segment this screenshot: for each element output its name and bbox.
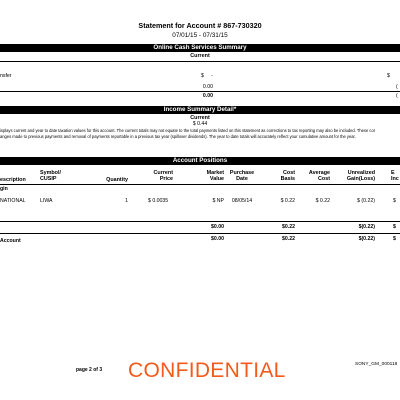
divider bbox=[0, 233, 400, 234]
cash-services-title-bar: Online Cash Services Summary bbox=[0, 44, 400, 52]
total-far-right: $ bbox=[393, 236, 396, 242]
position-current-price: $ 0.0035 bbox=[148, 198, 169, 204]
divider bbox=[0, 61, 400, 62]
income-summary-note: anges made to previous payments and removal of payments reportable in a previous tax year (spillover dividends). The year to date totals will accurately reflect your cumulative amount for the year. bbox=[0, 134, 356, 139]
income-summary-title-bar: Income Summary Detail* bbox=[0, 106, 400, 114]
account-positions-title-bar: Account Positions bbox=[0, 157, 400, 165]
cash-total-current: 0.00 bbox=[202, 93, 213, 99]
subtotal-unrealized-gain: $(0.22) bbox=[358, 224, 375, 230]
col-header-quantity: Quantity bbox=[106, 177, 128, 183]
cash-row-dollar: $ bbox=[201, 73, 204, 79]
col-header-market-value: Market Value bbox=[206, 170, 224, 183]
col-header-unrealized-gain: Unrealized Gain(Loss) bbox=[346, 170, 375, 183]
income-summary-note: isplays current and year to date taxation values for this account. The current totals may not equate to the total payments listed on this statement as corrections to tax reporting may also be included. These cor bbox=[0, 128, 376, 133]
bates-number: SONY_GM_000118 bbox=[355, 362, 398, 367]
cash-total-far-right: ( bbox=[396, 93, 398, 99]
cash-row-far-right: ( bbox=[396, 84, 398, 90]
position-unrealized-gain: $ (0.22) bbox=[357, 198, 375, 204]
cash-row-current: 0.00 bbox=[202, 84, 213, 90]
col-header-current-price: Current Price bbox=[153, 170, 173, 183]
subtotal-cost-basis: $0.22 bbox=[282, 224, 295, 230]
divider bbox=[0, 221, 400, 222]
total-cost-basis: $0.22 bbox=[282, 236, 295, 242]
col-header-average-cost: Average Cost bbox=[308, 170, 330, 183]
page-number: page 2 of 3 bbox=[76, 367, 103, 373]
income-summary-column-header: Current bbox=[190, 115, 210, 121]
col-header-purchase-date: Purchase Date bbox=[229, 170, 255, 183]
position-symbol: LIWA bbox=[40, 198, 53, 204]
total-unrealized-gain: $(0.22) bbox=[358, 236, 375, 242]
position-far-right: $ bbox=[393, 198, 396, 204]
col-header-cost-basis: Cost Basis bbox=[280, 170, 295, 183]
position-quantity: 1 bbox=[125, 198, 128, 204]
position-description: NATIONAL bbox=[0, 198, 26, 204]
position-purchase-date: 08/05/14 bbox=[231, 198, 253, 204]
income-summary-value: $ 0.44 bbox=[192, 121, 208, 127]
col-header-symbol: Symbol/ CUSIP bbox=[40, 170, 61, 183]
subtotal-far-right: $ bbox=[393, 224, 396, 230]
divider bbox=[0, 91, 400, 92]
position-cost-basis: $ 0.22 bbox=[280, 198, 295, 204]
position-group-label: gin bbox=[0, 186, 8, 192]
subtotal-market-value: $0.00 bbox=[211, 224, 224, 230]
account-total-label: Account bbox=[0, 238, 21, 244]
statement-period: 07/01/15 - 07/31/15 bbox=[172, 32, 228, 39]
confidential-stamp: CONFIDENTIAL bbox=[128, 359, 286, 382]
cash-services-column-header: Current bbox=[190, 53, 210, 59]
divider bbox=[0, 184, 400, 185]
total-market-value: $0.00 bbox=[211, 236, 224, 242]
cash-row-far-right: $ bbox=[387, 73, 390, 79]
cash-row-current: - bbox=[211, 73, 213, 79]
cash-row-label: nsfer bbox=[0, 73, 12, 79]
col-header-far-right: E Inc bbox=[391, 170, 399, 183]
col-header-description: escription bbox=[0, 177, 26, 183]
position-market-value: $ NP bbox=[212, 198, 224, 204]
position-average-cost: $ 0.22 bbox=[315, 198, 330, 204]
statement-title: Statement for Account # 867-730320 bbox=[138, 21, 262, 30]
